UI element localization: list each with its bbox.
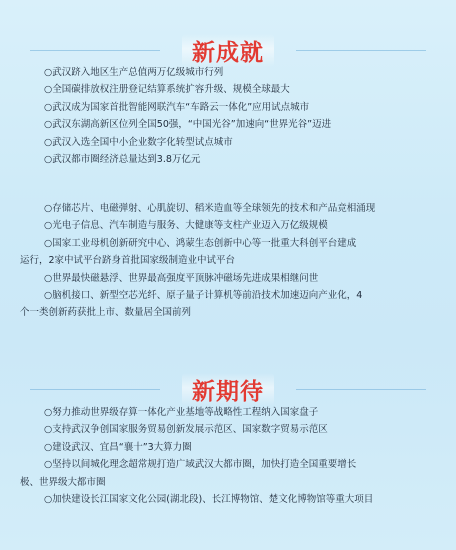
- list-item: ○加快建设长江国家文化公园(湖北段)、长江博物馆、楚文化博物馆等重大项目: [44, 494, 374, 506]
- divider-line: [296, 389, 426, 390]
- divider-line: [30, 389, 160, 390]
- list-item: ○支持武汉争创国家服务贸易创新发展示范区、国家数字贸易示范区: [44, 424, 328, 436]
- list-item: ○光电子信息、汽车制造与服务、大健康等支柱产业迈入万亿级规模: [44, 220, 328, 232]
- divider-line: [296, 50, 426, 51]
- section-title: 新成就: [182, 34, 274, 67]
- list-item: ○武汉跻入地区生产总值两万亿级城市行列: [44, 67, 224, 78]
- list-item: ○存储芯片、电磁弹射、心肌旋切、稻米造血等全球领先的技术和产品竞相涌现: [44, 203, 376, 214]
- list-item-continuation: 极、世界级大都市圈: [20, 476, 106, 488]
- list-item: ○世界最快磁悬浮、世界最高强度平顶脉冲磁场先进成果相继问世: [44, 272, 319, 284]
- list-item-continuation: 个一类创新药获批上市、数量居全国前列: [20, 307, 192, 319]
- list-item: ○建设武汉、宜昌“襄十”3大算力圈: [44, 441, 192, 453]
- divider-line: [30, 50, 160, 51]
- list-item: ○努力推动世界级存算一体化产业基地等战略性工程纳入国家盘子: [44, 407, 319, 418]
- list-item: ○全国碳排放权注册登记结算系统扩容升级、规模全球最大: [44, 84, 290, 96]
- section-title: 新期待: [182, 373, 274, 406]
- achievement-list-2: [20, 200, 440, 322]
- expectation-list: [20, 404, 440, 508]
- list-item: ○国家工业母机创新研究中心、鸿蒙生态创新中心等一批重大科创平台建成: [44, 237, 357, 249]
- achievement-list-1: [44, 64, 440, 168]
- list-item: ○武汉成为国家首批智能网联汽车“车路云一体化”应用试点城市: [44, 101, 310, 113]
- list-item-continuation: 运行，2家中试平台跻身首批国家级制造业中试平台: [20, 255, 236, 267]
- list-item: ○武汉入选全国中小企业数字化转型试点城市: [44, 136, 233, 148]
- list-item: ○坚持以间城化理念超常规打造广域武汉大都市圈，加快打造全国重要增长: [44, 459, 357, 471]
- list-item: ○武汉都市圈经济总量达到3.8万亿元: [44, 154, 201, 166]
- list-item: ○武汉东湖高新区位列全国50强，“中国光谷”加速向“世界光谷”迈进: [44, 119, 332, 131]
- list-item: ○脑机接口、新型空芯光纤、原子量子计算机等前沿技术加速迈向产业化，4: [44, 290, 363, 302]
